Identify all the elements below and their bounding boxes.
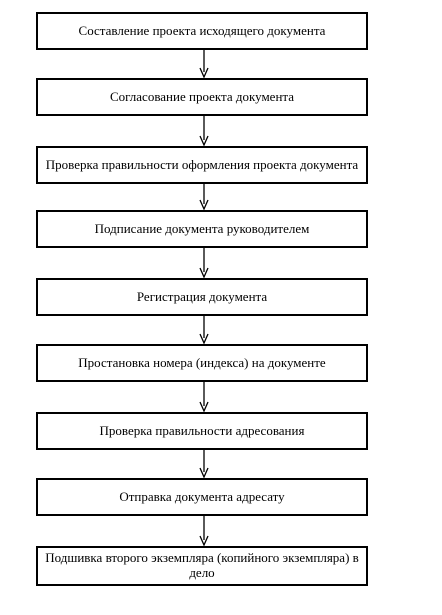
step-box-7 [36, 412, 368, 450]
flow-arrow-6 [194, 382, 214, 412]
step-label-2: Согласование проекта документа [109, 88, 295, 104]
step-box-3 [36, 146, 368, 184]
step-label-9: Подшивка второго экземпляра (копийного экземпляра) в дело [45, 550, 359, 580]
flow-arrow-3 [194, 184, 214, 210]
step-box-5 [36, 278, 368, 316]
step-label-5: Регистрация документа [136, 288, 268, 304]
step-box-4 [36, 210, 368, 248]
step-label-4: Подписание документа руководителем [94, 220, 310, 236]
step-box-1 [36, 12, 368, 50]
step-box-2 [36, 78, 368, 116]
step-label-7: Проверка правильности адресования [99, 422, 305, 438]
flow-arrow-7 [194, 450, 214, 478]
flow-arrow-4 [194, 248, 214, 278]
step-label-8: Отправка документа адресату [119, 488, 285, 504]
flow-arrow-5 [194, 316, 214, 344]
step-label-1: Составление проекта исходящего документа [78, 22, 326, 38]
flow-arrow-8 [194, 516, 214, 546]
step-box-8 [36, 478, 368, 516]
flow-arrow-2 [194, 116, 214, 146]
step-box-6 [36, 344, 368, 382]
flow-arrow-1 [194, 50, 214, 78]
step-label-3: Проверка правильности оформления проекта документа [45, 156, 359, 172]
step-box-9 [36, 546, 368, 586]
step-label-6: Простановка номера (индекса) на документе [78, 354, 326, 370]
